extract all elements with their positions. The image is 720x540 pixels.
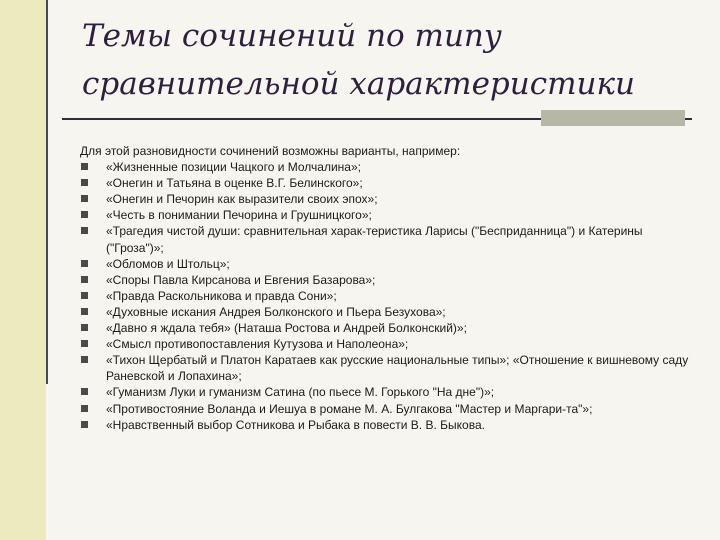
list-item bbox=[80, 384, 690, 400]
list-item bbox=[80, 159, 690, 175]
list-item bbox=[80, 207, 690, 223]
list-item bbox=[80, 223, 690, 255]
square-bullet-icon bbox=[81, 340, 88, 347]
list-item-text: «Онегин и Печорин как выразители своих эпох»; bbox=[106, 192, 378, 207]
square-bullet-icon bbox=[81, 211, 88, 218]
square-bullet-icon bbox=[81, 179, 88, 186]
left-vertical-rule bbox=[46, 0, 48, 384]
list-item-text: «Тихон Щербатый и Платон Каратаев как русские национальные типы»; «Отношение к вишневому саду Раневской и Лопахина»; bbox=[106, 353, 689, 384]
topic-list bbox=[80, 159, 690, 433]
square-bullet-icon bbox=[81, 388, 88, 395]
list-item-text: «Онегин и Татьяна в оценке В.Г. Белинского»; bbox=[106, 176, 363, 191]
square-bullet-icon bbox=[81, 227, 88, 234]
list-item bbox=[80, 336, 690, 352]
list-item bbox=[80, 401, 690, 417]
square-bullet-icon bbox=[81, 421, 88, 428]
square-bullet-icon bbox=[81, 292, 88, 299]
list-item-text: «Давно я ждала тебя» (Наташа Ростова и Андрей Болконский)»; bbox=[106, 321, 467, 336]
list-item-text: «Духовные искания Андрея Болконского и Пьера Безухова»; bbox=[106, 304, 446, 319]
square-bullet-icon bbox=[81, 356, 88, 363]
slide-body bbox=[80, 143, 690, 433]
list-item-text: «Жизненные позиции Чацкого и Молчалина»; bbox=[106, 160, 361, 175]
list-item-text: «Гуманизм Луки и гуманизм Сатина (по пьесе М. Горького "На дне")»; bbox=[106, 385, 495, 400]
intro-text: Для этой разновидности сочинений возможны варианты, например: bbox=[80, 144, 461, 158]
list-item bbox=[80, 191, 690, 207]
list-item-text: «Противостояние Воланда и Иешуа в романе М. А. Булгакова "Мастер и Маргари-та"»; bbox=[106, 401, 593, 416]
list-item-text: «Правда Раскольникова и правда Сони»; bbox=[106, 288, 337, 303]
square-bullet-icon bbox=[81, 405, 88, 412]
list-item bbox=[80, 417, 690, 433]
accent-box bbox=[541, 110, 685, 126]
list-item-text: «Трагедия чистой души: сравнительная харак-теристика Ларисы ("Бесприданница") и Катерины ("Гроза")»; bbox=[106, 224, 643, 255]
square-bullet-icon bbox=[81, 195, 88, 202]
square-bullet-icon bbox=[81, 260, 88, 267]
list-item bbox=[80, 272, 690, 288]
left-decorative-band bbox=[0, 0, 46, 540]
list-item-text: «Нравственный выбор Сотникова и Рыбака в повести В. В. Быкова. bbox=[106, 417, 485, 432]
square-bullet-icon bbox=[81, 308, 88, 315]
list-item bbox=[80, 288, 690, 304]
slide-title: Темы сочинений по типу сравнительной характеристики bbox=[82, 18, 635, 102]
list-item bbox=[80, 256, 690, 272]
list-item-text: «Честь в понимании Печорина и Грушницкого»; bbox=[106, 208, 372, 223]
list-item bbox=[80, 304, 690, 320]
list-item bbox=[80, 352, 690, 384]
square-bullet-icon bbox=[81, 276, 88, 283]
list-item-text: «Споры Павла Кирсанова и Евгения Базарова»; bbox=[106, 272, 376, 287]
square-bullet-icon bbox=[81, 324, 88, 331]
square-bullet-icon bbox=[81, 163, 88, 170]
list-item bbox=[80, 320, 690, 336]
list-item-text: «Обломов и Штольц»; bbox=[106, 256, 230, 271]
list-item-text: «Смысл противопоставления Кутузова и Наполеона»; bbox=[106, 337, 409, 352]
list-item bbox=[80, 175, 690, 191]
